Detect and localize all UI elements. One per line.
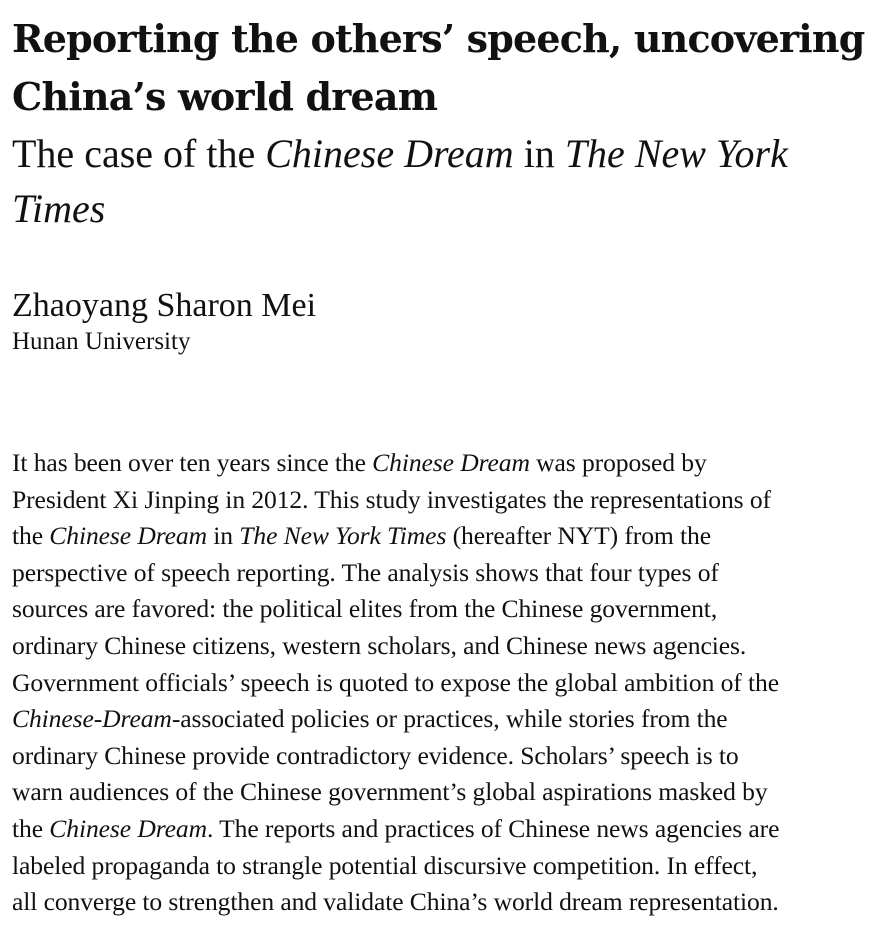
abstract-text: It has been over ten years since the	[12, 448, 373, 477]
abstract-italic: Chinese Dream	[49, 521, 207, 551]
abstract-line: Government officials’ speech is quoted to expose the global ambition of the	[12, 667, 779, 697]
paper-subtitle	[12, 126, 876, 236]
title-line-2: China’s world dream	[12, 74, 438, 119]
author-affiliation: Hunan University	[12, 328, 191, 355]
abstract-text: in	[206, 521, 240, 551]
abstract-line: labeled propaganda to strangle potential discursive competition. In effect,	[12, 850, 758, 880]
abstract-text: . The reports and practices of Chinese news agencies are	[206, 813, 780, 843]
abstract-text: -associated policies or practices, while stories from the	[171, 704, 728, 734]
paper-title	[12, 0, 876, 126]
paper-page	[12, 0, 876, 921]
subtitle-text-2: in	[513, 131, 565, 176]
subtitle-italic-chinese-dream: Chinese Dream	[265, 131, 514, 176]
abstract-line: ordinary Chinese citizens, western scholars, and Chinese news agencies.	[12, 630, 747, 660]
abstract-line: ordinary Chinese provide contradictory evidence. Scholars’ speech is to	[12, 740, 739, 770]
abstract	[12, 445, 876, 921]
author-name: Zhaoyang Sharon Mei	[12, 287, 317, 324]
subtitle-text-1: The case of the	[12, 131, 266, 176]
abstract-line: perspective of speech reporting. The analysis shows that four types of	[12, 557, 719, 587]
abstract-line	[12, 701, 876, 738]
abstract-text: the	[12, 813, 50, 843]
title-line-1: Reporting the others’ speech, uncovering	[12, 16, 865, 61]
abstract-line	[12, 445, 876, 482]
abstract-line	[12, 811, 876, 848]
abstract-line: warn audiences of the Chinese government’s global aspirations masked by	[12, 777, 768, 807]
abstract-italic: Chinese-Dream	[12, 704, 172, 734]
abstract-italic: The New York Times	[239, 521, 447, 551]
abstract-italic: Chinese Dream	[49, 813, 207, 843]
abstract-line	[12, 518, 876, 555]
abstract-text: (hereafter NYT) from the	[446, 521, 711, 551]
abstract-text: was proposed by	[529, 448, 707, 477]
abstract-line: sources are favored: the political elites from the Chinese government,	[12, 594, 718, 624]
abstract-text: the	[12, 521, 50, 551]
abstract-line: all converge to strengthen and validate China’s world dream representation.	[12, 887, 779, 917]
abstract-italic: Chinese Dream	[372, 448, 530, 477]
subtitle-italic-nyt: The New York	[564, 131, 788, 176]
abstract-line: President Xi Jinping in 2012. This study investigates the representations of	[12, 484, 771, 514]
subtitle-italic-times: Times	[12, 186, 106, 231]
